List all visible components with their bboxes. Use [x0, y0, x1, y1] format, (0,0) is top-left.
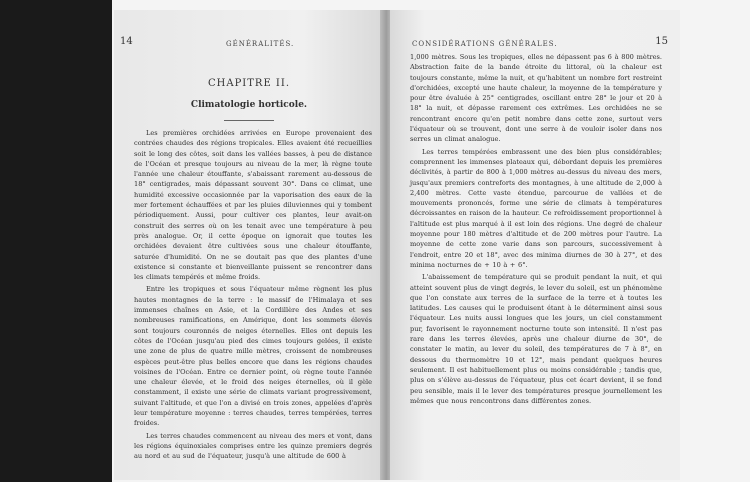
paragraph: Les terres chaudes commencent au niveau des mers et vont, dans les régions équinoxiales comprises entre les quinze premiers degrés au nord et au sud de l'équateur, jusqu'à une altitude de 600 à — [134, 431, 372, 461]
paragraph: Entre les tropiques et sous l'équateur même règnent les plus hautes montagnes de la terre : le massif de l'Himalaya et ses immenses chaînes en Asie, et la Cordillère des Andes et ses nombreuses ramifications, en Amérique, dont les sommets élevés sont toujours couronnés de neiges éternelles. Elles ont depuis les côtes de l'Océan jusqu'au pied des cimes toujours gelées, il existe une zone de plus de quatre mille mètres, croissent de nombreuses espèces peut-être plus belles encore que dans les régions chaudes voisines de l'Océan. Entre ce dernier point, où règne toute l'année une chaleur élevée, et le froid des neiges éternelles, où il gèle constamment, il existe une série de climats variant progressivement, suivant l'altitude, et que l'on a divisé en trois zones, appelées d'après leur température moyenne : terres chaudes, terres tempérées, terres froides. — [134, 285, 372, 428]
paragraph: Les premières orchidées arrivées en Europe provenaient des contrées chaudes des régions tropicales. Elles avaient été recueillies soit le long des côtes, soit dans les vallées basses, à peu de distance de l'Océan et presque toujours au niveau de la mer, là règne toute l'année une chaleur étouffante, s'abaissant rarement au-dessous de 18° centigrades, mais dépassant souvent 30°. Dans ce climat, une humidité excessive occasionnée par la vaporisation des eaux de la mer fortement échauffées et par les pluies diluviennes qui y tombent périodiquement. Aussi, pour cultiver ces plantes, leur avait-on construit des serres où on les tenait avec une température à peu près analogue. Or, il cette époque on ignorait que toutes les orchidées devaient être cultivées sous une chaleur étouffante, saturée d'humidité. On ne se doutait pas que des plantes d'une existence si constante et bienveillante puissent se rencontrer dans les climats tempérés et même froids. — [134, 129, 372, 282]
paragraph: Les terres tempérées embrassent une des bien plus considérables; comprennent les immenses plateaux qui, débordant depuis les premières déclivités, à partir de 800 à 1,000 mètres au-dessus du niveau des mers, jusqu'aux premiers contreforts des montagnes, à une altitude de 2,000 à 2,400 mètres. Cette vaste étendue, parcourue de vallées et de mouvements prononcés, forme une série de climats à températures décroissantes en raison de la hauteur. Ce refroidissement proportionnel à l'altitude est plus marqué à il est loin des régions. Une degré de chaleur moyenne pour 180 mètres d'altitude et de 200 mètres pour l'autre. La moyenne de cette zone varie dans son parcours, successivement à l'endroit, entre 20 et 18°, avec des minima diurnes de 30 à 27°, et des minima nocturnes de + 10 à + 6°. — [410, 147, 662, 269]
right-body-text — [410, 52, 662, 406]
left-body-text — [134, 128, 372, 462]
section-title: Climatologie horticole. — [190, 100, 308, 110]
right-page-number: 15 — [655, 36, 668, 47]
paragraph: L'abaissement de température qui se produit pendant la nuit, et qui atteint souvent plus de vingt degrés, le lever du soleil, est un phénomène que l'on constate aux terres de la surface de la terre et à toutes les latitudes. Les causes qui le produisent étant à le déterminent ainsi sous l'équateur. Les nuits aussi longues que les jours, un ciel constamment pur, favorisent le rayonnement nocturne toute son intensité. Il n'est pas rare dans les terres élevées, après une chaleur diurne de 30°, de constater le matin, au lever du soleil, des températures de 7 à 8°, en dessous du thermomètre 10 et 12°, mais pendant quelques heures seulement. Il est habituellement plus ou moins considérable ; tandis que, plus on s'élève au-dessus de l'équateur, plus cet écart devient, il se fond peu sensible, mais il le lever des températures presque journellement les mêmes que nous rencontrons dans différentes zones. — [410, 273, 662, 405]
chapter-heading: CHAPITRE II. — [207, 78, 291, 89]
paragraph: 1,000 mètres. Sous les tropiques, elles ne dépassent pas 6 à 800 mètres. Abstraction faite de la bande étroite du littoral, où la chaleur est toujours constante, même la nuit, et qu'habitent un nombre fort restreint d'orchidées, excepté une haute chaleur, la moyenne de la température y pour être évaluée à 25° centigrades, oscillant entre 28° le jour et 20 à 18° la nuit, et dépasse rarement ces extrêmes. Les orchidées ne se rencontrant encore qu'en petit nombre dans cette zone, surtout vers l'équateur où se trouvent, dont une serre à de vouloir isoler dans nos serres un climat analogue. — [410, 53, 662, 144]
right-page — [390, 10, 680, 480]
left-running-head: GÉNÉRALITÉS. — [226, 40, 295, 48]
left-page-number: 14 — [120, 36, 133, 47]
right-running-head: CONSIDÉRATIONS GÉNÉRALES. — [412, 40, 558, 48]
left-page — [114, 10, 384, 480]
title-rule — [224, 120, 274, 121]
